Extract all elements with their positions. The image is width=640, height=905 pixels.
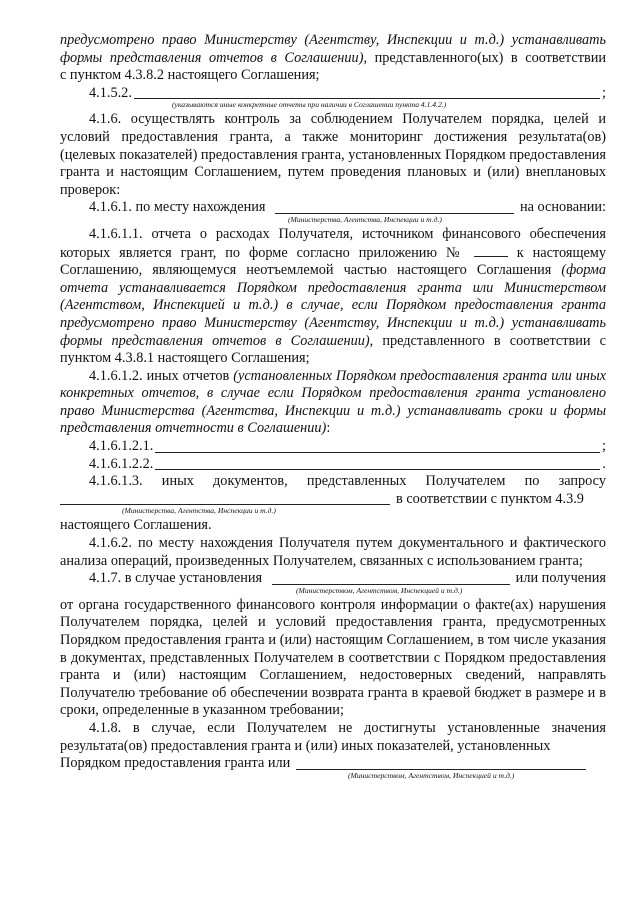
paragraph-4-1-7: от органа государственного финансового контроля информации о факте(ах) нарушения Получателем порядка, целей и условий предоставления гранта, предусмотренных Порядком предоставления гранта и (или) настоящим Соглашением, в том числе указания в документах, представленных Получателем в соответствии с Порядком предоставления гранта и (или) настоящим Соглашением, недостоверных сведений, направлять Получателю требование об обеспечении возврата гранта в краевой бюджет в размере и в сроки, определенные в указанном требовании; <box>60 596 606 719</box>
text-line: формы представления отчетов в Соглашении), представленного(ых) в соответствии <box>60 49 607 66</box>
paragraph-4-1-8: 4.1.8. в случае, если Получателем не достигнуты установленные значения результата(ов) предоставления гранта и (или) иных показателей, установленных <box>60 719 606 754</box>
paragraph-4-1-6-1-3: 4.1.6.1.3. иных документов, представленных Получателем по запросу <box>89 473 606 490</box>
item-4-1-6-1-2-2: 4.1.6.1.2.2. . <box>89 455 606 472</box>
blank-line <box>296 756 586 770</box>
item-4-1-6-1: 4.1.6.1. по месту нахождения на основании: <box>89 199 606 216</box>
item-4-1-7: 4.1.7. в случае установления или получения <box>89 570 606 587</box>
caption: (Министерством, Агентством, Инспекцией и т.д.) <box>348 770 515 780</box>
item-4-1-6-1-3-line: в соответствии с пунктом 4.3.9 <box>60 491 606 509</box>
item-4-1-5-2: 4.1.5.2. ; <box>89 84 606 101</box>
text-line: с пунктом 4.3.8.2 настоящего Соглашения; <box>60 67 320 84</box>
caption: (Министерством, Агентством, Инспекцией и т.д.) <box>296 585 463 595</box>
text-line: настоящего Соглашения. <box>60 517 212 534</box>
caption: (Министерства, Агентства, Инспекции и т.д.) <box>288 214 442 224</box>
blank-line <box>272 571 510 585</box>
paragraph-4-1-6: 4.1.6. осуществлять контроль за соблюдением Получателем порядка, целей и условий предоставления гранта, а также мониторинг достижения результата(ов) (целевых показателей) предоставления гранта, установленных Порядком предоставления гранта и настоящим Соглашением, путем проведения плановых и (или) внеплановых проверок: <box>60 111 606 198</box>
paragraph-4-1-6-2: 4.1.6.2. по месту нахождения Получателя путем документального и фактического анализа операций, произведенных Получателем, связанных с использованием гранта; <box>60 535 606 569</box>
blank-line <box>155 456 600 470</box>
blank-line <box>155 439 600 453</box>
caption: (указываются иные конкретные отчеты при наличии в Соглашении пункта 4.1.4.2.) <box>172 100 447 110</box>
item-4-1-6-1-2-1: 4.1.6.1.2.1. ; <box>89 438 606 455</box>
caption: (Министерства, Агентства, Инспекции и т.д.) <box>122 506 276 516</box>
document-page <box>60 32 606 782</box>
blank-line <box>275 200 513 214</box>
paragraph-4-1-6-1-1: 4.1.6.1.1. отчета о расходах Получателя, источником финансового обеспечения которых является грант, по форме согласно приложению № к настоящему Соглашению, являющемуся неотъемлемой частью настоящего Соглашения (форма отчета устанавливается Порядком предоставления гранта или Министерством (Агентством, Инспекцией и т.д.) в случае, если Порядком предоставления гранта предусмотрено право Министерству (Агентству, Инспекции и т.д.) устанавливать формы представления отчетов в Соглашении), представленного в соответствии с пунктом 4.3.8.1 настоящего Соглашения; <box>60 225 607 367</box>
item-4-1-8-line: Порядком предоставления гранта или <box>60 755 606 773</box>
blank-line <box>134 85 600 99</box>
text-line: предусмотрено право Министерству (Агентству, Инспекции и т.д.) устанавливать <box>60 32 606 48</box>
blank-line <box>474 244 508 257</box>
paragraph-4-1-6-1-2: 4.1.6.1.2. иных отчетов (установленных Порядком предоставления гранта или иных конкретных отчетов, в случае если Порядком предоставления гранта установлено право Министерства (Агентства, Инспекции и т.д.) устанавливать сроки и формы представления отчетности в Соглашении): <box>60 367 606 437</box>
blank-line <box>60 491 390 505</box>
